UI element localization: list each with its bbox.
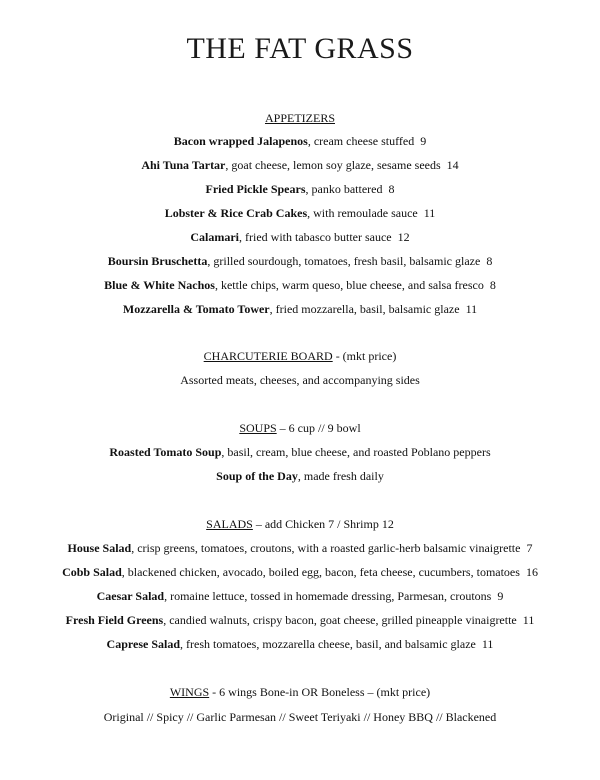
charcuterie-description: Assorted meats, cheeses, and accompanying sides xyxy=(180,373,420,387)
item-name: Bacon wrapped Jalapenos xyxy=(173,134,308,148)
salads-header xyxy=(0,516,600,532)
item-name: Mozzarella & Tomato Tower xyxy=(122,302,270,316)
item-price: 8 xyxy=(388,182,395,196)
soups-note: – 6 cup // 9 bowl xyxy=(276,421,361,435)
item-name: Calamari xyxy=(190,230,240,244)
item-desc: , fried mozzarella, basil, balsamic glaze xyxy=(269,302,460,316)
item-desc: , fried with tabasco butter sauce xyxy=(239,230,392,244)
item-price: 8 xyxy=(486,254,493,268)
soups-header xyxy=(0,420,600,436)
menu-item xyxy=(0,444,600,460)
item-name: Ahi Tuna Tartar xyxy=(141,158,226,172)
item-name: Cobb Salad xyxy=(62,565,122,579)
menu-item xyxy=(0,540,600,556)
item-desc: , candied walnuts, crispy bacon, goat cheese, grilled pineapple vinaigrette xyxy=(163,613,517,627)
menu-item xyxy=(0,133,600,149)
item-name: Soup of the Day xyxy=(216,469,298,483)
item-price: 9 xyxy=(497,589,504,603)
item-price: 16 xyxy=(525,565,538,579)
charcuterie-header-label: CHARCUTERIE BOARD xyxy=(203,349,333,363)
menu-item xyxy=(0,612,600,628)
item-desc: , cream cheese stuffed xyxy=(307,134,415,148)
item-price: 8 xyxy=(489,278,496,292)
item-desc: , blackened chicken, avocado, boiled egg, bacon, feta cheese, cucumbers, tomatoes xyxy=(121,565,520,579)
item-desc: , goat cheese, lemon soy glaze, sesame seeds xyxy=(225,158,441,172)
menu-item xyxy=(0,253,600,269)
item-price: 11 xyxy=(423,206,436,220)
menu-title: THE FAT GRASS xyxy=(186,32,414,65)
item-desc: , romaine lettuce, tossed in homemade dressing, Parmesan, croutons xyxy=(164,589,492,603)
item-desc: , fresh tomatoes, mozzarella cheese, basil, and balsamic glaze xyxy=(180,637,476,651)
item-price: 11 xyxy=(481,637,494,651)
item-name: Caprese Salad xyxy=(106,637,180,651)
item-name: Blue & White Nachos xyxy=(104,278,215,292)
item-desc: , basil, cream, blue cheese, and roasted Poblano peppers xyxy=(221,445,491,459)
item-desc: , panko battered xyxy=(305,182,383,196)
item-price: 14 xyxy=(446,158,459,172)
item-price: 12 xyxy=(397,230,410,244)
wings-flavors: Original // Spicy // Garlic Parmesan // Sweet Teriyaki // Honey BBQ // Blackened xyxy=(103,710,497,724)
item-name: Caesar Salad xyxy=(96,589,165,603)
menu-item xyxy=(0,229,600,245)
menu-item xyxy=(0,301,600,317)
item-desc: , made fresh daily xyxy=(297,469,384,483)
item-name: Lobster & Rice Crab Cakes xyxy=(164,206,308,220)
item-desc: , grilled sourdough, tomatoes, fresh basil, balsamic glaze xyxy=(207,254,481,268)
item-price: 11 xyxy=(522,613,535,627)
item-name: Fresh Field Greens xyxy=(65,613,164,627)
menu-item xyxy=(0,181,600,197)
soups-header-label: SOUPS xyxy=(239,421,277,435)
item-price: 9 xyxy=(420,134,427,148)
salads-note: – add Chicken 7 / Shrimp 12 xyxy=(252,517,394,531)
menu-item xyxy=(0,277,600,293)
menu-item xyxy=(0,636,600,652)
salads-header-label: SALADS xyxy=(206,517,253,531)
item-price: 11 xyxy=(465,302,478,316)
wings-header xyxy=(0,684,600,700)
appetizers-header-label: APPETIZERS xyxy=(264,111,335,125)
menu-item xyxy=(0,468,600,484)
menu-item xyxy=(0,564,600,580)
item-name: House Salad xyxy=(67,541,132,555)
item-price: 7 xyxy=(526,541,533,555)
wings-header-label: WINGS xyxy=(169,685,210,699)
charcuterie-note: - (mkt price) xyxy=(332,349,397,363)
item-desc: , crisp greens, tomatoes, croutons, with a roasted garlic-herb balsamic vinaigrette xyxy=(131,541,521,555)
menu-item xyxy=(0,205,600,221)
charcuterie-header xyxy=(0,348,600,364)
item-name: Fried Pickle Spears xyxy=(205,182,306,196)
wings-note: - 6 wings Bone-in OR Boneless – (mkt price) xyxy=(209,685,431,699)
item-desc: , with remoulade sauce xyxy=(307,206,418,220)
appetizers-header xyxy=(0,110,600,126)
item-name: Roasted Tomato Soup xyxy=(109,445,222,459)
menu-item xyxy=(0,588,600,604)
item-desc: , kettle chips, warm queso, blue cheese, and salsa fresco xyxy=(214,278,484,292)
menu-item xyxy=(0,157,600,173)
item-name: Boursin Bruschetta xyxy=(107,254,208,268)
